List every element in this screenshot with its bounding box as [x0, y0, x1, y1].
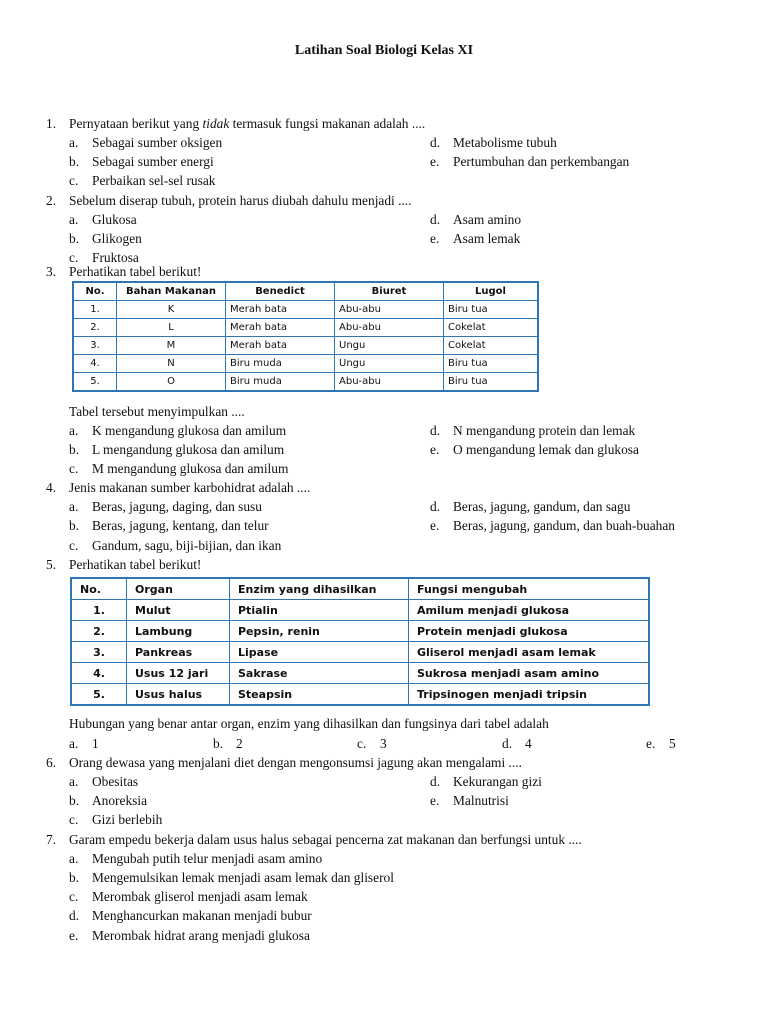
question-text: Perhatikan tabel berikut!: [69, 557, 202, 572]
table-cell: Cokelat: [444, 337, 539, 355]
option-a: a. Beras, jagung, daging, dan susu: [69, 499, 262, 514]
option-c: c. Fruktosa: [69, 250, 139, 265]
table-row: [71, 684, 649, 706]
table-cell: L: [117, 319, 226, 337]
table-cell: Merah bata: [226, 337, 335, 355]
question-text-part: Pernyataan berikut yang: [69, 116, 203, 131]
table-row: [71, 663, 649, 684]
question-text: Garam empedu bekerja dalam usus halus sebagai pencerna zat makanan dan berfungsi untuk ....: [69, 832, 582, 847]
option-b: b. Glikogen: [69, 231, 142, 246]
table-row: [73, 301, 538, 319]
table-cell: Ptialin: [230, 600, 409, 621]
table-cell: Merah bata: [226, 301, 335, 319]
table-cell: 1.: [71, 600, 127, 621]
option-c: c. Merombak gliserol menjadi asam lemak: [69, 889, 308, 904]
option-c: c. Gandum, sagu, biji-bijian, dan ikan: [69, 538, 282, 553]
option-d: d. Menghancurkan makanan menjadi bubur: [69, 908, 312, 923]
table-cell: 2.: [73, 319, 117, 337]
question-number: 1.: [46, 116, 57, 131]
food-test-table: [72, 281, 539, 392]
table-cell: 3.: [73, 337, 117, 355]
table-cell: Sakrase: [230, 663, 409, 684]
option-e: e. O mengandung lemak dan glukosa: [430, 442, 639, 457]
table-cell: 5.: [73, 373, 117, 392]
question-text: Orang dewasa yang menjalani diet dengan mengonsumsi jagung akan mengalami ....: [69, 755, 522, 770]
table-cell: Cokelat: [444, 319, 539, 337]
option-a: a. Obesitas: [69, 774, 139, 789]
table-cell: Ungu: [335, 355, 444, 373]
page-title: Latihan Soal Biologi Kelas XI: [294, 43, 474, 58]
option-b: b. Mengemulsikan lemak menjadi asam lemak dan gliserol: [69, 870, 394, 885]
question-number: 5.: [46, 557, 57, 572]
question-followup: Hubungan yang benar antar organ, enzim yang dihasilkan dan fungsinya dari tabel adalah: [69, 716, 549, 731]
table-row: [71, 600, 649, 621]
question-text: Jenis makanan sumber karbohidrat adalah ....: [69, 480, 311, 495]
option-d: d. Kekurangan gizi: [430, 774, 542, 789]
table-row: [73, 337, 538, 355]
table-cell: Usus halus: [127, 684, 230, 706]
option-d: d. 4: [502, 736, 532, 751]
table-cell: O: [117, 373, 226, 392]
question-text-part: termasuk fungsi makanan adalah ....: [229, 116, 426, 131]
table-header: No.: [73, 282, 117, 301]
organ-enzyme-table: [70, 577, 650, 706]
table-cell: Amilum menjadi glukosa: [409, 600, 650, 621]
table-cell: N: [117, 355, 226, 373]
table-cell: Ungu: [335, 337, 444, 355]
table-cell: Lipase: [230, 642, 409, 663]
option-e: e. 5: [646, 736, 676, 751]
question-number: 6.: [46, 755, 57, 770]
option-b: b. Anoreksia: [69, 793, 148, 808]
table-cell: 3.: [71, 642, 127, 663]
option-a: a. Glukosa: [69, 212, 137, 227]
table-cell: Biru tua: [444, 355, 539, 373]
table-cell: Pepsin, renin: [230, 621, 409, 642]
question-number: 4.: [46, 480, 57, 495]
table-cell: Tripsinogen menjadi tripsin: [409, 684, 650, 706]
option-b: b. L mengandung glukosa dan amilum: [69, 442, 285, 457]
option-b: b. 2: [213, 736, 243, 751]
question-text: Perhatikan tabel berikut!: [69, 264, 202, 279]
table-cell: 4.: [73, 355, 117, 373]
table-cell: Merah bata: [226, 319, 335, 337]
table-cell: Biru muda: [226, 373, 335, 392]
table-cell: Steapsin: [230, 684, 409, 706]
table-cell: Biru tua: [444, 301, 539, 319]
option-c: c. Gizi berlebih: [69, 812, 163, 827]
option-e: e. Merombak hidrat arang menjadi glukosa: [69, 928, 310, 943]
table-cell: Lambung: [127, 621, 230, 642]
option-a: a. Sebagai sumber oksigen: [69, 135, 223, 150]
table-cell: Biru muda: [226, 355, 335, 373]
option-a: a. Mengubah putih telur menjadi asam amino: [69, 851, 323, 866]
option-e: e. Malnutrisi: [430, 793, 509, 808]
table-cell: 4.: [71, 663, 127, 684]
table-cell: Pankreas: [127, 642, 230, 663]
table-cell: Sukrosa menjadi asam amino: [409, 663, 650, 684]
question-text-emphasis: tidak: [202, 116, 230, 131]
table-row: [71, 642, 649, 663]
question-followup: Tabel tersebut menyimpulkan ....: [69, 404, 245, 419]
table-row: [71, 621, 649, 642]
table-header: Enzim yang dihasilkan: [230, 578, 409, 600]
table-row: [73, 355, 538, 373]
table-cell: Mulut: [127, 600, 230, 621]
table-cell: Abu-abu: [335, 301, 444, 319]
table-cell: Gliserol menjadi asam lemak: [409, 642, 650, 663]
option-e: e. Pertumbuhan dan perkembangan: [430, 154, 630, 169]
table-row: [73, 319, 538, 337]
option-c: c. Perbaikan sel-sel rusak: [69, 173, 216, 188]
option-c: c. M mengandung glukosa dan amilum: [69, 461, 289, 476]
table-header: Fungsi mengubah: [409, 578, 650, 600]
option-d: d. Asam amino: [430, 212, 522, 227]
question-number: 7.: [46, 832, 57, 847]
question-text: [69, 115, 425, 133]
question-number: 2.: [46, 193, 57, 208]
table-cell: Usus 12 jari: [127, 663, 230, 684]
option-c: c. 3: [357, 736, 387, 751]
question-text: Sebelum diserap tubuh, protein harus diubah dahulu menjadi ....: [69, 193, 412, 208]
table-cell: Protein menjadi glukosa: [409, 621, 650, 642]
option-d: d. Beras, jagung, gandum, dan sagu: [430, 499, 631, 514]
option-a: a. 1: [69, 736, 99, 751]
option-b: b. Beras, jagung, kentang, dan telur: [69, 518, 269, 533]
option-e: e. Beras, jagung, gandum, dan buah-buahan: [430, 518, 675, 533]
table-cell: Biru tua: [444, 373, 539, 392]
table-cell: Abu-abu: [335, 373, 444, 392]
table-header: Lugol: [444, 282, 539, 301]
table-header: Organ: [127, 578, 230, 600]
table-cell: 5.: [71, 684, 127, 706]
option-d: d. N mengandung protein dan lemak: [430, 423, 636, 438]
question-number: 3.: [46, 264, 57, 279]
table-cell: M: [117, 337, 226, 355]
table-header-row: [73, 282, 538, 301]
option-a: a. K mengandung glukosa dan amilum: [69, 423, 287, 438]
option-e: e. Asam lemak: [430, 231, 521, 246]
table-header: No.: [71, 578, 127, 600]
table-cell: Abu-abu: [335, 319, 444, 337]
table-header: Bahan Makanan: [117, 282, 226, 301]
option-b: b. Sebagai sumber energi: [69, 154, 214, 169]
table-cell: 1.: [73, 301, 117, 319]
table-header: Benedict: [226, 282, 335, 301]
table-header-row: [71, 578, 649, 600]
table-cell: 2.: [71, 621, 127, 642]
table-cell: K: [117, 301, 226, 319]
table-header: Biuret: [335, 282, 444, 301]
table-row: [73, 373, 538, 392]
option-d: d. Metabolisme tubuh: [430, 135, 557, 150]
